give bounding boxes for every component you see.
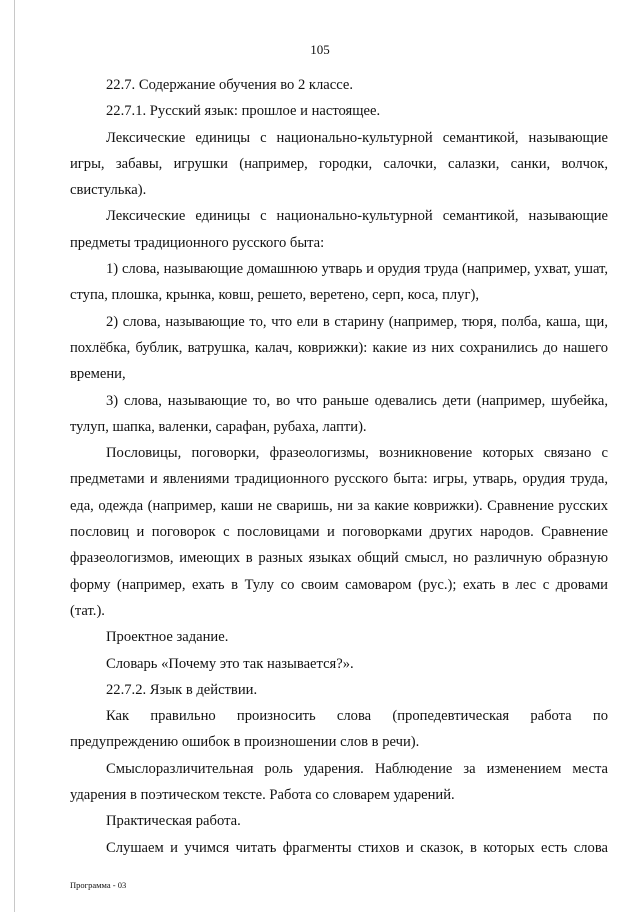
section-heading-22-7: 22.7. Содержание обучения во 2 классе.	[106, 77, 354, 93]
page-content	[70, 72, 608, 861]
paragraph-proverbs: Пословицы, поговорки, фразеологизмы, возникновение которых связано с предметами и явлениями традиционного русского быта: игры, утварь, орудия труда, еда, одежда (например, каши не сваришь, ни за какие коврижки). Сравнение русских пословиц и поговорок с пословицами и поговорками других народов. Сравнение фразеологизмов, имеющих в разных языках общий смысл, но различную образную форму (например, ехать в Тулу со своим самоваром (рус.); ехать в лес с дровами (тат.).	[70, 445, 608, 619]
practical-work-label: Практическая работа.	[106, 813, 241, 830]
project-task-label: Проектное задание.	[106, 629, 229, 646]
subsection-heading-22-7-1: 22.7.1. Русский язык: прошлое и настоящее.	[106, 103, 381, 120]
list-item-1-utensils: 1) слова, называющие домашнюю утварь и орудия труда (например, ухват, ушат, ступа, плошка, крынка, ковш, решето, веретено, серп, коса, плуг),	[70, 261, 608, 304]
page-number: 105	[310, 42, 330, 57]
paragraph-listening: Слушаем и учимся читать фрагменты стихов и сказок, в которых есть слова	[106, 839, 608, 856]
paragraph-pronunciation: Как правильно произносить слова (пропедевтическая работа по предупреждению ошибок в произношении слов в речи).	[70, 708, 608, 751]
paragraph-stress: Смыслоразличительная роль ударения. Наблюдение за изменением места ударения в поэтическом тексте. Работа со словарем ударений.	[70, 760, 608, 804]
paragraph-games-toys: Лексические единицы с национально-культурной семантикой, называющие игры, забавы, игрушки (например, городки, салочки, салазки, санки, волчок, свистулька).	[70, 129, 608, 199]
paragraph-household-items: Лексические единицы с национально-культурной семантикой, называющие предметы традиционного русского быта:	[70, 208, 608, 251]
list-item-2-food: 2) слова, называющие то, что ели в старину (например, тюря, полба, каша, щи, похлёбка, бублик, ватрушка, калач, коврижки): какие из них сохранились до нашего времени,	[70, 313, 608, 383]
dictionary-title: Словарь «Почему это так называется?».	[106, 655, 354, 672]
footer-program-label: Программа - 03	[70, 880, 127, 890]
subsection-heading-22-7-2: 22.7.2. Язык в действии.	[106, 681, 258, 698]
list-item-3-clothing: 3) слова, называющие то, во что раньше одевались дети (например, шубейка, тулуп, шапка, валенки, сарафан, рубаха, лапти).	[70, 392, 608, 435]
